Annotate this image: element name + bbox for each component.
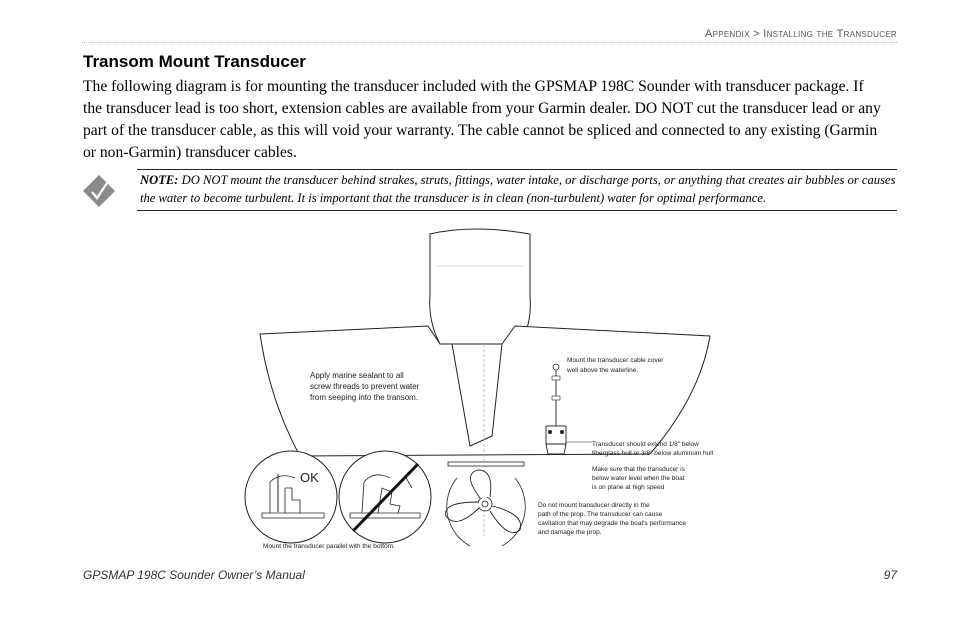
sealant-note-line3: from seeping into the transom. — [310, 393, 419, 402]
transducer-mount-diagram — [240, 226, 750, 556]
extend-note-line1: Transducer should extend 1/8" below — [592, 441, 699, 448]
section-title: Transom Mount Transducer — [83, 52, 306, 71]
below-water-note-line2: below water level when the boat — [592, 475, 685, 482]
cable-cover-note-line2: well above the waterline. — [567, 367, 639, 374]
note-top-rule — [137, 169, 897, 170]
cable-cover-note-line1: Mount the transducer cable cover — [567, 357, 664, 364]
header-divider — [82, 42, 897, 43]
extend-note-line2: fiberglass hull or 3/8" below aluminum hull — [592, 450, 714, 457]
note-bottom-rule — [137, 210, 897, 211]
prop-note-line4: and damage the prop. — [538, 529, 602, 536]
prop-note-line2: path of the prop. The transducer can cause — [538, 511, 663, 518]
breadcrumb: Appendix > Installing the Transducer — [704, 28, 897, 40]
below-water-note-line1: Make sure that the transducer is — [592, 466, 685, 473]
parallel-caption: Mount the transducer parallel with the bottom. — [263, 543, 395, 550]
sealant-note-line2: screw threads to prevent water — [310, 382, 420, 391]
ok-label: OK — [300, 470, 319, 485]
incorrect-mount-inset — [339, 451, 431, 543]
propeller — [446, 470, 526, 546]
sealant-note-line1: Apply marine sealant to all — [310, 371, 404, 380]
note-label: NOTE: — [140, 173, 179, 187]
manual-title: GPSMAP 198C Sounder Owner’s Manual — [83, 568, 305, 582]
below-water-note-line3: is on plane at high speed — [592, 484, 665, 491]
checkmark-note-icon — [82, 174, 116, 208]
prop-note-line1: Do not mount transducer directly in the — [538, 502, 650, 509]
note-body: DO NOT mount the transducer behind strakes, struts, fittings, water intake, or discharge ports, or anything that creates air bubbles or causes the water to become turbulent. It is important that the transducer is in clean (non-turbulent) water for optimal performance. — [140, 173, 896, 205]
section-body: The following diagram is for mounting the transducer included with the GPSMAP 198C Sounder with transducer package. If the transducer lead is too short, extension cables are available from your Garmin dealer. DO NOT cut the transducer lead or any part of the transducer cable, as this will void your warranty. The cable cannot be spliced and connected to any existing (Garmin or non-Garmin) transducer cables. — [83, 78, 881, 161]
correct-mount-inset — [245, 451, 337, 543]
prop-note-line3: cavitation that may degrade the boat's performance — [538, 520, 686, 527]
page-number: 97 — [883, 568, 897, 582]
note-text — [140, 171, 900, 207]
